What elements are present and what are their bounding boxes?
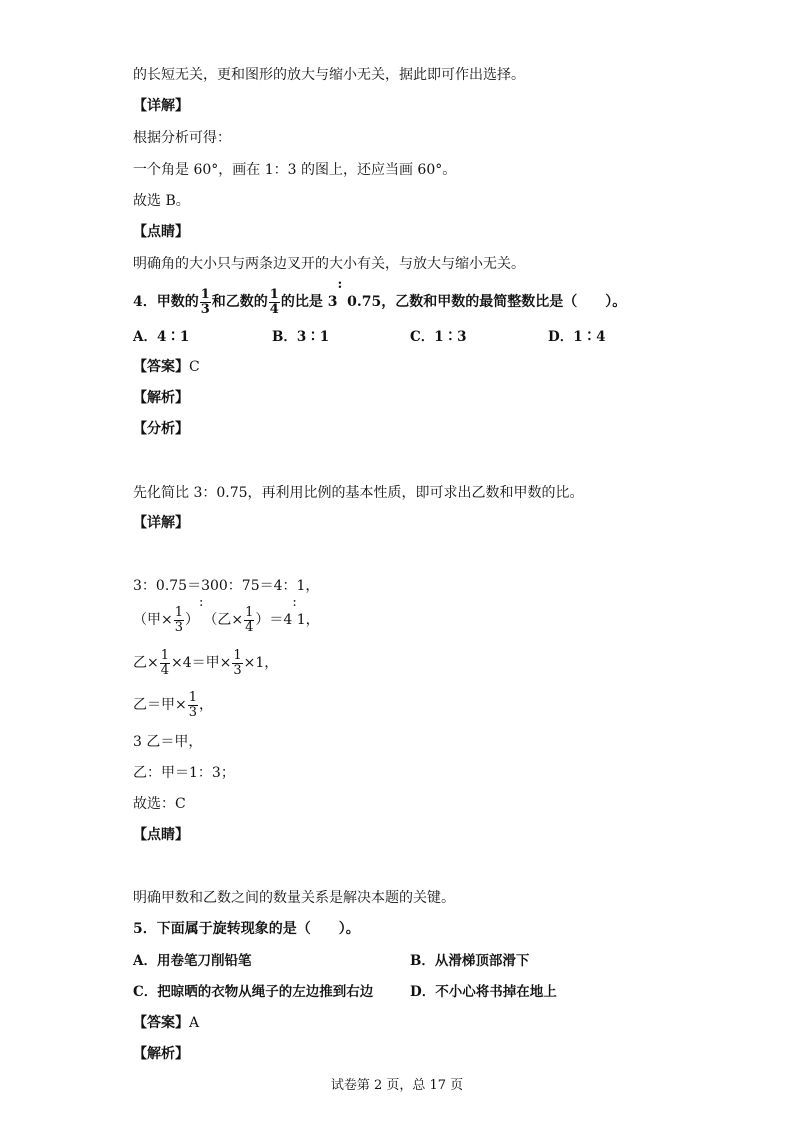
fraction (269, 288, 280, 317)
fraction-denominator: 4 (245, 619, 254, 635)
fraction-numerator: 1 (245, 604, 254, 620)
fraction-denominator: 4 (160, 662, 170, 678)
answer-line (133, 358, 200, 376)
text-line: 先化简比 3：0.75，再利用比例的基本性质，即可求出乙数和甲数的比。 (133, 485, 584, 501)
fraction (188, 691, 198, 720)
step-text: ， (199, 697, 214, 713)
fraction-denominator: 3 (174, 619, 184, 635)
text-line: 故选 B。 (133, 193, 190, 209)
step-text: ×1， (243, 655, 279, 671)
step-text: ） (185, 612, 200, 628)
page-footer: 试卷第 2 页，总 17 页 (330, 1078, 464, 1093)
option-c: C．1∶3 (410, 329, 467, 345)
fraction-denominator: 4 (269, 301, 279, 317)
option-a: A．4∶1 (133, 329, 190, 345)
answer-label: 【答案】 (133, 1015, 189, 1031)
fraction-numerator: 1 (233, 647, 242, 663)
solution-step (133, 688, 213, 722)
step-text: 乙＝甲× (133, 697, 187, 713)
step-text: 乙× (133, 655, 159, 671)
q4-text: 的比是 3 (280, 294, 338, 310)
ratio-colon: : (292, 595, 297, 610)
fraction (160, 649, 170, 678)
text-line: 明确角的大小只与两条边叉开的大小有关，与放大与缩小无关。 (133, 256, 525, 272)
section-heading-xiangjie: 【详解】 (133, 98, 189, 114)
solution-step: 3：0.75＝300：75＝4：1， (133, 578, 320, 594)
fraction-denominator: 3 (188, 704, 198, 720)
solution-step (133, 646, 278, 680)
answer-label: 【答案】 (133, 359, 189, 375)
option-d: D．不小心将书掉在地上 (410, 984, 557, 1000)
fraction (232, 649, 242, 678)
fraction (244, 606, 254, 635)
solution-step: 3 乙＝甲， (133, 734, 203, 750)
solution-step: 故选：C (133, 796, 186, 812)
fraction (200, 288, 211, 317)
option-b: B．从滑梯顶部滑下 (410, 953, 530, 969)
option-c: C．把晾晒的衣物从绳子的左边推到右边 (133, 984, 374, 1000)
fraction-numerator: 1 (200, 286, 210, 302)
section-heading-jiexi: 【解析】 (133, 390, 189, 406)
text-line: 的长短无关，更和图形的放大与缩小无关，据此即可作出选择。 (133, 67, 525, 83)
fraction-numerator: 1 (160, 647, 170, 663)
fraction-numerator: 1 (174, 604, 184, 620)
step-text: ）＝4 (255, 612, 293, 628)
q4-text: 4．甲数的 (133, 294, 199, 310)
option-b: B．3∶1 (272, 329, 330, 345)
fraction-denominator: 3 (233, 662, 242, 678)
section-heading-jiexi: 【解析】 (133, 1046, 189, 1062)
solution-step (133, 595, 320, 637)
text-line: 一个角是 60°，画在 1：3 的图上，还应当画 60°。 (133, 162, 457, 178)
step-text: （乙× (203, 612, 244, 628)
fraction (174, 606, 184, 635)
option-a: A．用卷笔刀削铅笔 (133, 953, 252, 969)
fraction-denominator: 3 (200, 301, 210, 317)
text-line: 明确甲数和乙数之间的数量关系是解决本题的关键。 (133, 890, 455, 906)
question-4-title (133, 277, 627, 319)
fraction-numerator: 1 (269, 286, 279, 302)
question-5-title: 5．下面属于旋转现象的是（ ）。 (133, 921, 360, 937)
section-heading-dianjing: 【点睛】 (133, 827, 189, 843)
section-heading-fenxi: 【分析】 (133, 421, 189, 437)
section-heading-dianjing: 【点睛】 (133, 224, 189, 240)
answer-line (133, 1014, 199, 1032)
q4-text: 0.75，乙数和甲数的最简整数比是（ ）。 (342, 294, 627, 310)
step-text: （甲× (133, 612, 173, 628)
step-text: 1， (296, 612, 320, 628)
q4-text: 和乙数的 (211, 294, 268, 310)
text-line: 根据分析可得： (133, 130, 231, 146)
fraction-numerator: 1 (188, 689, 198, 705)
solution-step: 乙：甲＝1：3； (133, 765, 235, 781)
section-heading-xiangjie: 【详解】 (133, 515, 189, 531)
ratio-colon: : (337, 277, 343, 292)
ratio-colon: : (199, 595, 204, 610)
step-text: ×4＝甲× (171, 655, 232, 671)
answer-value: A (189, 1015, 200, 1031)
answer-value: C (189, 359, 200, 375)
option-d: D．1∶4 (548, 329, 606, 345)
